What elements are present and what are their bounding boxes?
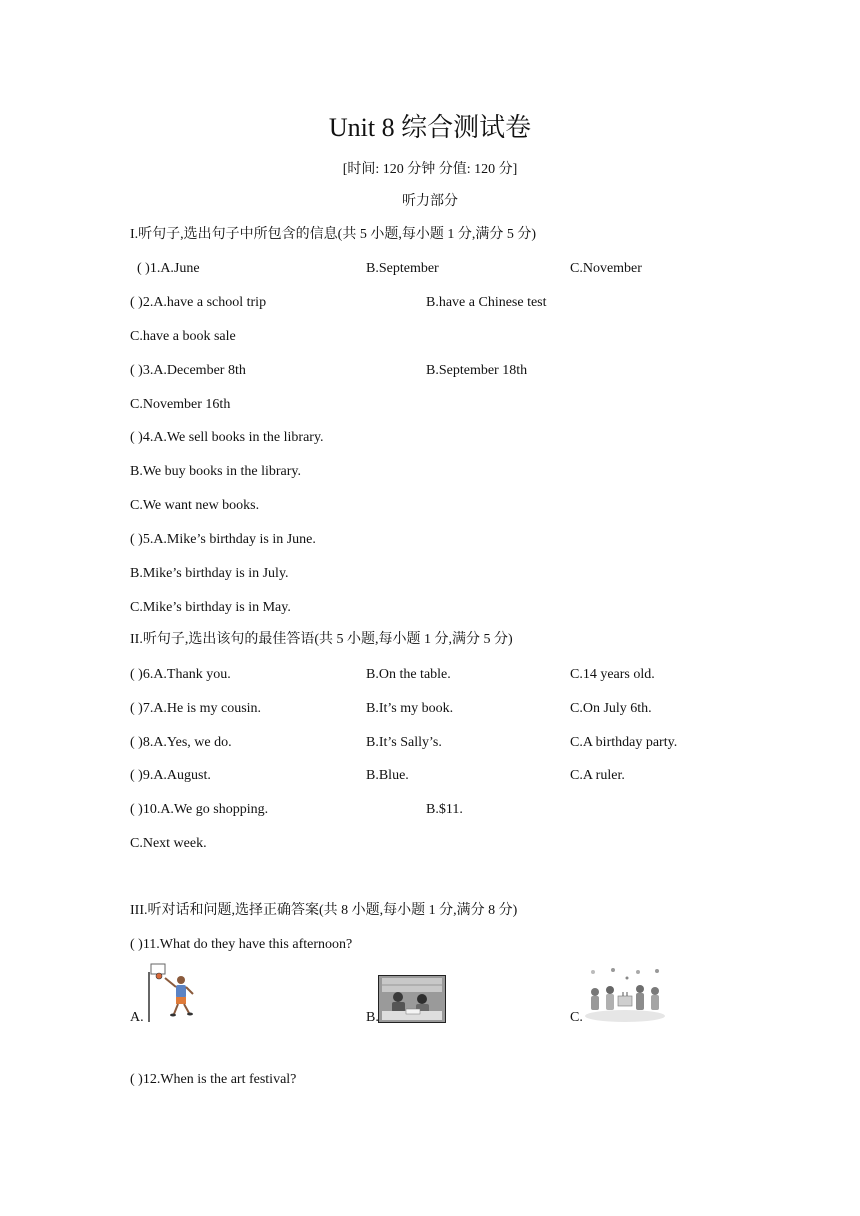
exam-meta: [时间: 120 分钟 分值: 120 分]	[342, 162, 518, 177]
q11-option-b-label: B.	[366, 1010, 379, 1025]
q10-stem: ( )10.A.We go shopping.	[130, 802, 269, 817]
q4-option-c: C.We want new books.	[130, 498, 260, 513]
q9-stem: ( )9.A.August.	[130, 768, 211, 783]
q11-stem: ( )11.What do they have this afternoon?	[130, 937, 353, 952]
q9-option-c: C.A ruler.	[570, 768, 625, 783]
q8-stem: ( )8.A.Yes, we do.	[130, 735, 232, 750]
q6-stem: ( )6.A.Thank you.	[130, 667, 231, 682]
section-1-heading: I.听句子,选出句子中所包含的信息(共 5 小题,每小题 1 分,满分 5 分)	[130, 227, 536, 242]
section-2-heading: II.听句子,选出该句的最佳答语(共 5 小题,每小题 1 分,满分 5 分)	[130, 632, 513, 647]
q11-option-a-label: A.	[130, 1010, 144, 1025]
q6-option-b: B.On the table.	[366, 667, 451, 682]
q10-option-c: C.Next week.	[130, 836, 207, 851]
q4-option-b: B.We buy books in the library.	[130, 464, 301, 479]
q5-option-c: C.Mike’s birthday is in May.	[130, 600, 291, 615]
q2-option-b: B.have a Chinese test	[426, 295, 547, 310]
q2-option-c: C.have a book sale	[130, 329, 236, 344]
basketball-player-icon	[143, 962, 199, 1029]
party-icon	[583, 966, 667, 1029]
q11-option-c-label: C.	[570, 1010, 583, 1025]
q5-option-b: B.Mike’s birthday is in July.	[130, 566, 289, 581]
q8-option-b: B.It’s Sally’s.	[366, 735, 442, 750]
q9-option-b: B.Blue.	[366, 768, 409, 783]
q4-stem: ( )4.A.We sell books in the library.	[130, 430, 324, 445]
q7-option-b: B.It’s my book.	[366, 701, 454, 716]
part-title: 听力部分	[402, 194, 458, 209]
q10-option-b: B.$11.	[426, 802, 463, 817]
q12-stem: ( )12.When is the art festival?	[130, 1072, 297, 1087]
q8-option-c: C.A birthday party.	[570, 735, 678, 750]
q3-option-b: B.September 18th	[426, 363, 528, 378]
q1-option-c: C.November	[570, 261, 642, 276]
page-title: Unit 8 综合测试卷	[328, 113, 532, 142]
q3-option-c: C.November 16th	[130, 397, 231, 412]
section-3-heading: III.听对话和问题,选择正确答案(共 8 小题,每小题 1 分,满分 8 分)	[130, 903, 518, 918]
students-studying-icon	[378, 975, 446, 1028]
q5-stem: ( )5.A.Mike’s birthday is in June.	[130, 532, 316, 547]
q2-stem: ( )2.A.have a school trip	[130, 295, 267, 310]
q7-option-c: C.On July 6th.	[570, 701, 652, 716]
q3-stem: ( )3.A.December 8th	[130, 363, 246, 378]
q7-stem: ( )7.A.He is my cousin.	[130, 701, 262, 716]
q1-stem: ( )1.A.June	[137, 261, 200, 276]
q6-option-c: C.14 years old.	[570, 667, 655, 682]
q1-option-b: B.September	[366, 261, 439, 276]
